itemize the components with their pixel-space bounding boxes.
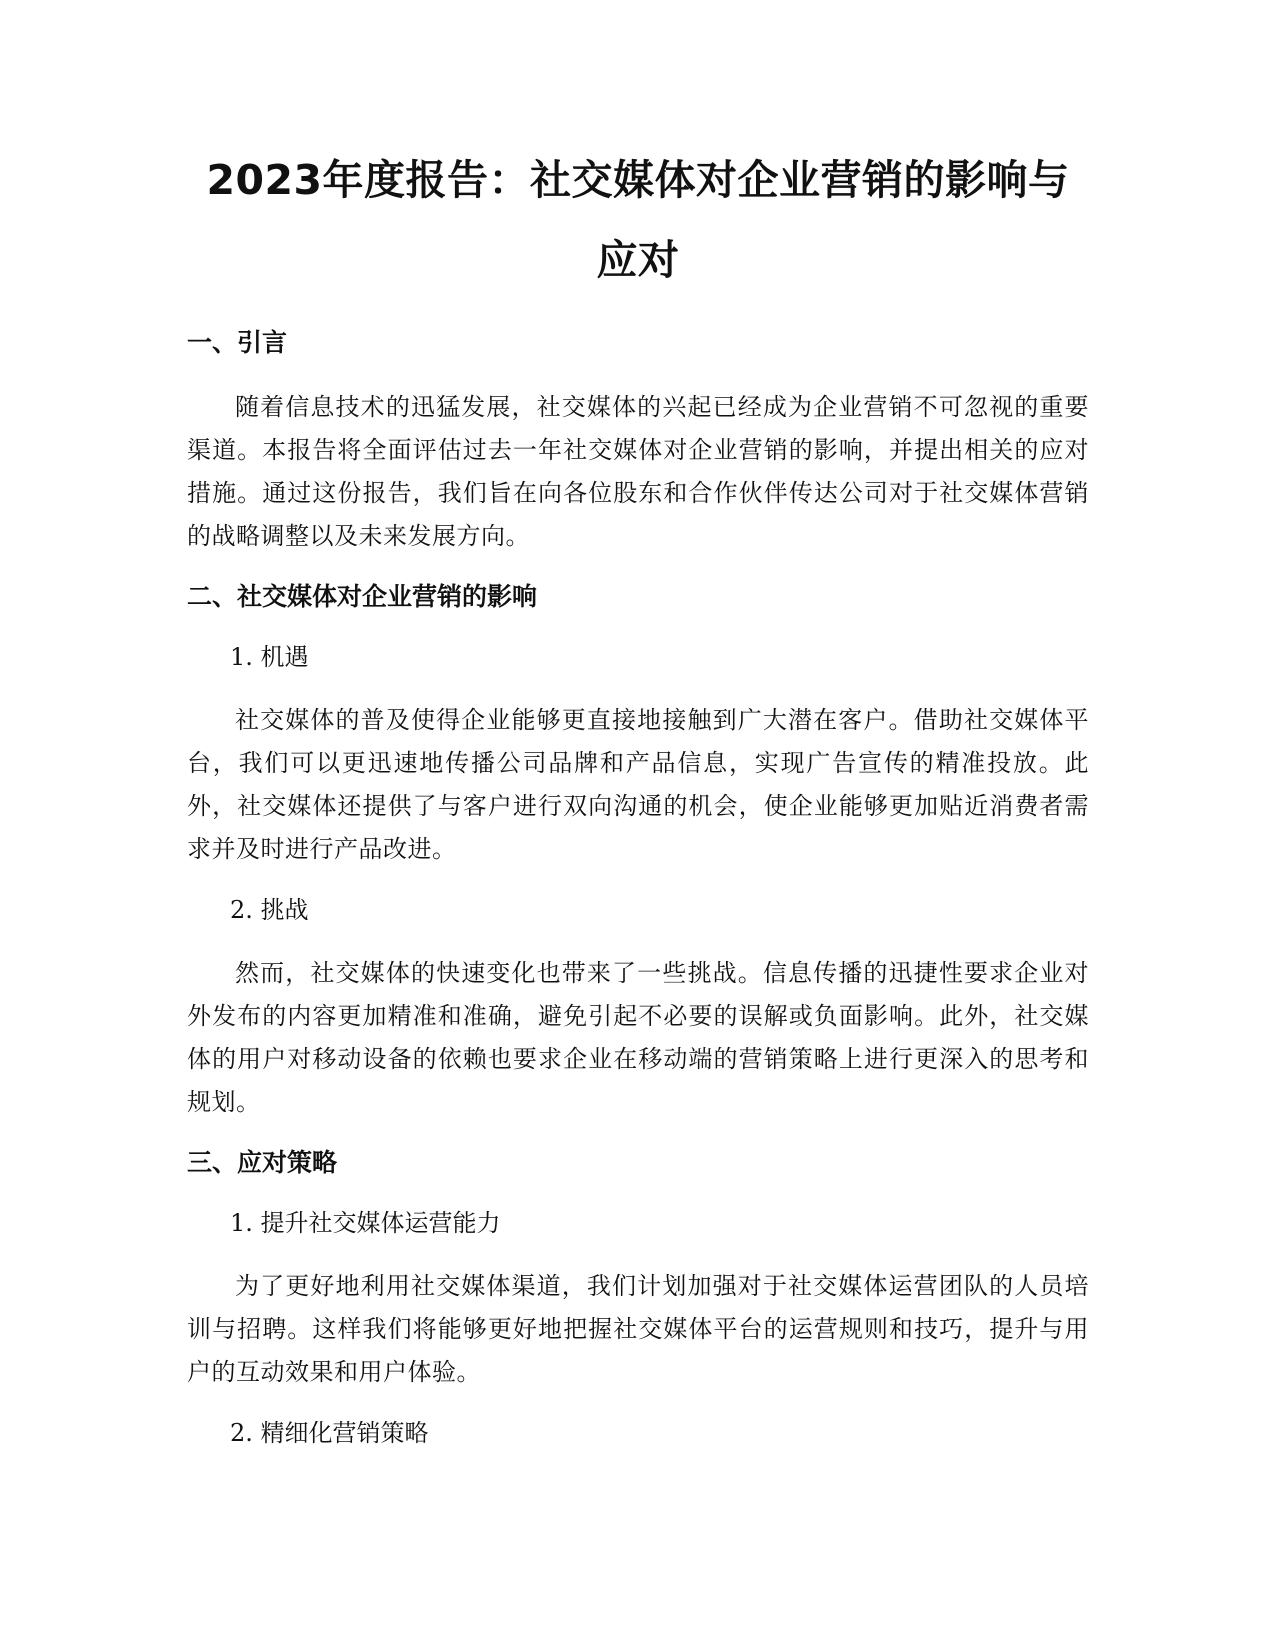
section-heading-impact: 二、社交媒体对企业营销的影响 bbox=[187, 582, 538, 611]
document-title: 2023年度报告：社交媒体对企业营销的影响与应对 bbox=[206, 156, 1070, 284]
section-heading-introduction: 一、引言 bbox=[187, 328, 288, 357]
intro-paragraph: 随着信息技术的迅猛发展，社交媒体的兴起已经成为企业营销不可忽视的重要渠道。本报告将全面评估过去一年社交媒体对企业营销的影响，并提出相关的应对措施。通过这份报告，我们旨在向各位股东和合作伙伴传达公司对于社交媒体营销的战略调整以及未来发展方向。 bbox=[187, 393, 1089, 550]
subsection-title-challenge: 2. 挑战 bbox=[230, 896, 309, 924]
subsection-title-refined-marketing: 2. 精细化营销策略 bbox=[230, 1419, 429, 1447]
document-body bbox=[187, 140, 1089, 1475]
operations-paragraph: 为了更好地利用社交媒体渠道，我们计划加强对于社交媒体运营团队的人员培训与招聘。这样我们将能够更好地把握社交媒体平台的运营规则和技巧，提升与用户的互动效果和用户体验。 bbox=[187, 1272, 1089, 1386]
subsection-title-operations: 1. 提升社交媒体运营能力 bbox=[230, 1209, 501, 1237]
section-heading-strategy: 三、应对策略 bbox=[187, 1148, 338, 1177]
subsection-title-opportunity: 1. 机遇 bbox=[230, 643, 309, 671]
opportunity-paragraph: 社交媒体的普及使得企业能够更直接地接触到广大潜在客户。借助社交媒体平台，我们可以更迅速地传播公司品牌和产品信息，实现广告宣传的精准投放。此外，社交媒体还提供了与客户进行双向沟通的机会，使企业能够更加贴近消费者需求并及时进行产品改进。 bbox=[187, 706, 1089, 863]
challenge-paragraph: 然而，社交媒体的快速变化也带来了一些挑战。信息传播的迅捷性要求企业对外发布的内容更加精准和准确，避免引起不必要的误解或负面影响。此外，社交媒体的用户对移动设备的依赖也要求企业在移动端的营销策略上进行更深入的思考和规划。 bbox=[187, 959, 1089, 1116]
